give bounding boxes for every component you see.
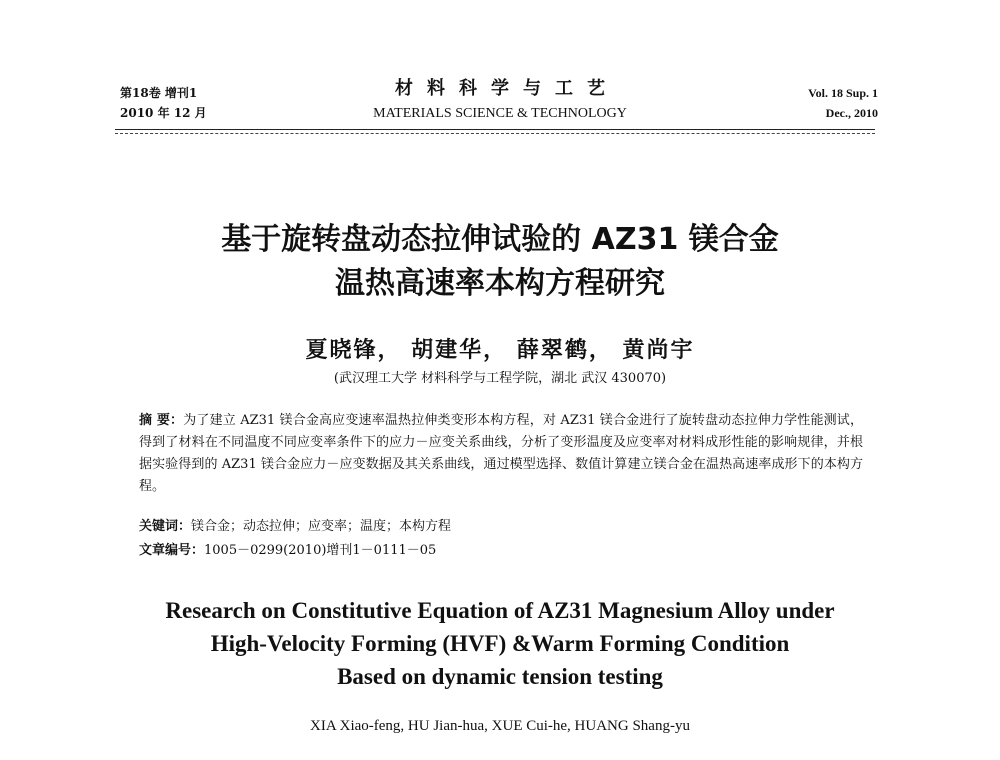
authors-cn: 夏晓锋， 胡建华， 薛翠鹤， 黄尚宇 — [305, 337, 695, 363]
journal-header — [0, 0, 1000, 140]
paper-title-en — [100, 594, 900, 693]
volume-cn: 第18卷 增刊1 — [120, 86, 198, 100]
article-number-text: 1005－0299(2010)增刊1－0111－05 — [204, 543, 437, 558]
title-en-line-2: High-Velocity Forming (HVF) &Warm Forming Condition — [210, 631, 790, 656]
title-cn-line-1: 基于旋转盘动态拉伸试验的 AZ31 镁合金 — [221, 222, 779, 257]
date-cn: 2010 年 12 月 — [120, 106, 207, 120]
header-center — [300, 76, 700, 124]
keywords-label: 关键词： — [139, 519, 192, 534]
keywords-cn — [139, 516, 863, 538]
title-en-line-3: Based on dynamic tension testing — [337, 664, 663, 689]
authors-en: XIA Xiao-feng, HU Jian-hua, XUE Cui-he, HUANG Shang-yu — [310, 718, 690, 734]
header-left — [120, 83, 207, 123]
keywords-text: 镁合金；动态拉伸；应变率；温度；本构方程 — [191, 519, 452, 534]
header-rule-dashed — [115, 133, 875, 134]
journal-title-cn: 材料科学与工艺 — [395, 78, 619, 99]
affiliation-cn: (武汉理工大学 材料科学与工程学院，湖北 武汉 430070) — [333, 371, 667, 386]
article-number-label: 文章编号： — [139, 543, 205, 558]
header-right — [808, 83, 878, 123]
abstract-cn — [139, 410, 863, 498]
header-rule — [115, 129, 875, 130]
title-cn-line-2: 温热高速率本构方程研究 — [335, 266, 665, 301]
abstract-text: 为了建立 AZ31 镁合金高应变速率温热拉伸类变形本构方程，对 AZ31 镁合金进行了旋转盘动态拉伸力学性能测试，得到了材料在不同温度不同应变率条件下的应力－应变关系曲线，分析了变形温度及应变率对材料成形性能的影响规律，并根据实验得到的 AZ31 镁合金应力－应变数据及其关系曲线，通过模型选择、数值计算建立镁合金在温热高速率成形下的本构方程。 — [139, 413, 863, 494]
volume-en: Vol. 18 Sup. 1 — [808, 86, 878, 100]
abstract-label: 摘 要： — [139, 413, 184, 428]
date-en: Dec., 2010 — [825, 106, 878, 120]
paper-title-cn — [100, 218, 900, 306]
title-en-line-1: Research on Constitutive Equation of AZ31 Magnesium Alloy under — [165, 598, 835, 623]
article-number — [139, 540, 863, 562]
journal-title-en: MATERIALS SCIENCE & TECHNOLOGY — [373, 106, 627, 121]
